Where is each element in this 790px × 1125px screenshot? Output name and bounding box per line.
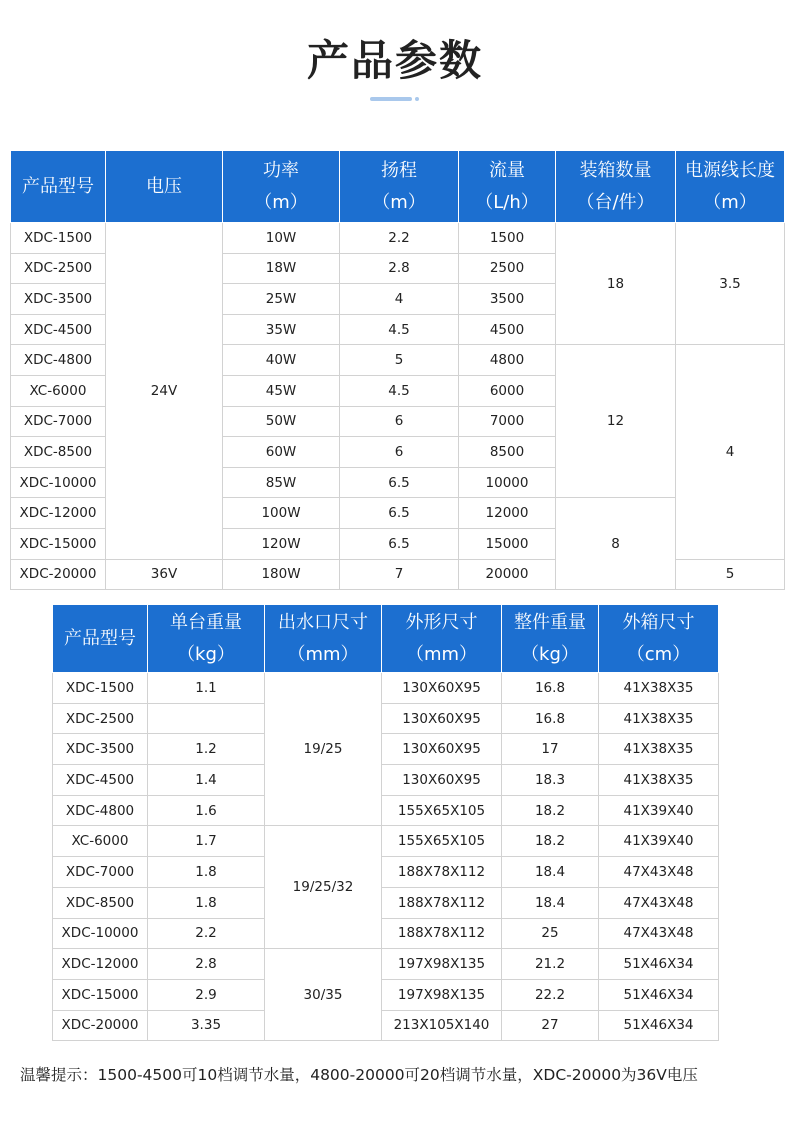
cell-flow: 8500	[459, 437, 556, 468]
cell-box-size: 47X43X48	[599, 887, 719, 918]
cell-power: 50W	[223, 406, 340, 437]
cell-unit-weight: 1.8	[148, 857, 265, 888]
cell-model: XDC-7000	[53, 857, 148, 888]
cell-model: XDC-15000	[53, 979, 148, 1010]
cell-model: XDC-20000	[11, 559, 106, 590]
cell-box-size: 47X43X48	[599, 857, 719, 888]
cell-box-size: 41X39X40	[599, 826, 719, 857]
header-box-size: 外箱尺寸 （cm）	[599, 605, 719, 673]
cell-unit-weight: 1.1	[148, 673, 265, 704]
table-row	[53, 826, 719, 857]
cell-cord-length: 5	[676, 559, 785, 590]
cell-unit-weight: 1.8	[148, 887, 265, 918]
cell-pack-weight: 18.4	[502, 857, 599, 888]
cell-flow: 6000	[459, 375, 556, 406]
cell-dimensions: 197X98X135	[382, 949, 502, 980]
cell-pack-weight: 21.2	[502, 949, 599, 980]
cell-pack-weight: 27	[502, 1010, 599, 1041]
cell-pack-qty: 8	[556, 498, 676, 590]
cell-unit-weight	[148, 703, 265, 734]
table-row	[53, 857, 719, 888]
cell-model: XDC-4800	[11, 345, 106, 376]
underline-bar	[370, 97, 412, 101]
cell-pack-qty: 12	[556, 345, 676, 498]
cell-outlet-size: 30/35	[265, 949, 382, 1041]
header-dimensions: 外形尺寸 （mm）	[382, 605, 502, 673]
cell-flow: 15000	[459, 528, 556, 559]
cell-unit-weight: 2.8	[148, 949, 265, 980]
header-cord-length: 电源线长度 （m）	[676, 151, 785, 223]
cell-pack-weight: 17	[502, 734, 599, 765]
cell-box-size: 41X38X35	[599, 734, 719, 765]
cell-dimensions: 188X78X112	[382, 857, 502, 888]
header-power: 功率 （m）	[223, 151, 340, 223]
table-row	[53, 979, 719, 1010]
cell-box-size: 47X43X48	[599, 918, 719, 949]
header-flow: 流量 （L/h）	[459, 151, 556, 223]
cell-cord-length: 4	[676, 345, 785, 559]
cell-pack-weight: 18.2	[502, 826, 599, 857]
cell-model: XDC-4500	[11, 314, 106, 345]
cell-dimensions: 197X98X135	[382, 979, 502, 1010]
header-pack-weight: 整件重量 （kg）	[502, 605, 599, 673]
cell-unit-weight: 2.2	[148, 918, 265, 949]
cell-model: XDC-2500	[53, 703, 148, 734]
cell-unit-weight: 2.9	[148, 979, 265, 1010]
cell-dimensions: 130X60X95	[382, 734, 502, 765]
cell-voltage: 24V	[106, 223, 223, 560]
cell-head: 6.5	[340, 467, 459, 498]
cell-pack-weight: 16.8	[502, 703, 599, 734]
cell-box-size: 51X46X34	[599, 979, 719, 1010]
underline-dot	[415, 97, 419, 101]
specs-table-2	[52, 604, 719, 1041]
cell-model: XDC-3500	[53, 734, 148, 765]
cell-unit-weight: 1.2	[148, 734, 265, 765]
tips-note: 温馨提示：1500-4500可10档调节水量，4800-20000可20档调节水量，XDC-20000为36V电压	[20, 1066, 698, 1084]
cell-flow: 20000	[459, 559, 556, 590]
cell-box-size: 41X38X35	[599, 765, 719, 796]
cell-flow: 2500	[459, 253, 556, 284]
cell-pack-weight: 22.2	[502, 979, 599, 1010]
table-row	[53, 1010, 719, 1041]
cell-box-size: 41X38X35	[599, 703, 719, 734]
cell-unit-weight: 1.6	[148, 795, 265, 826]
cell-dimensions: 130X60X95	[382, 673, 502, 704]
cell-model: XDC-15000	[11, 528, 106, 559]
cell-model: XDC-10000	[11, 467, 106, 498]
cell-pack-weight: 18.3	[502, 765, 599, 796]
cell-head: 6.5	[340, 528, 459, 559]
cell-dimensions: 188X78X112	[382, 887, 502, 918]
cell-head: 2.2	[340, 223, 459, 254]
cell-power: 60W	[223, 437, 340, 468]
cell-model: XDC-10000	[53, 918, 148, 949]
cell-box-size: 51X46X34	[599, 949, 719, 980]
cell-flow: 3500	[459, 284, 556, 315]
specs-table-1	[10, 150, 785, 590]
cell-power: 180W	[223, 559, 340, 590]
cell-box-size: 41X39X40	[599, 795, 719, 826]
cell-dimensions: 188X78X112	[382, 918, 502, 949]
cell-head: 6	[340, 406, 459, 437]
cell-dimensions: 213X105X140	[382, 1010, 502, 1041]
cell-unit-weight: 1.7	[148, 826, 265, 857]
table-row	[53, 918, 719, 949]
table-row	[53, 765, 719, 796]
cell-model: XDC-7000	[11, 406, 106, 437]
cell-model: XDC-2500	[11, 253, 106, 284]
cell-cord-length: 3.5	[676, 223, 785, 345]
header-model: 产品型号	[11, 151, 106, 223]
cell-power: 18W	[223, 253, 340, 284]
cell-box-size: 51X46X34	[599, 1010, 719, 1041]
cell-unit-weight: 1.4	[148, 765, 265, 796]
cell-model: XDC-8500	[11, 437, 106, 468]
cell-power: 85W	[223, 467, 340, 498]
cell-head: 4.5	[340, 375, 459, 406]
cell-model: XDC-1500	[11, 223, 106, 254]
cell-model: XDC-4500	[53, 765, 148, 796]
cell-pack-weight: 16.8	[502, 673, 599, 704]
cell-head: 2.8	[340, 253, 459, 284]
cell-head: 4	[340, 284, 459, 315]
cell-model: XC-6000	[53, 826, 148, 857]
cell-voltage: 36V	[106, 559, 223, 590]
cell-flow: 1500	[459, 223, 556, 254]
table-row	[53, 734, 719, 765]
header-model: 产品型号	[53, 605, 148, 673]
cell-model: XDC-8500	[53, 887, 148, 918]
cell-head: 5	[340, 345, 459, 376]
cell-model: XDC-20000	[53, 1010, 148, 1041]
cell-power: 25W	[223, 284, 340, 315]
cell-dimensions: 130X60X95	[382, 703, 502, 734]
cell-power: 10W	[223, 223, 340, 254]
cell-outlet-size: 19/25	[265, 673, 382, 826]
table-row	[53, 673, 719, 704]
cell-power: 40W	[223, 345, 340, 376]
cell-power: 45W	[223, 375, 340, 406]
cell-model: XDC-12000	[53, 949, 148, 980]
cell-head: 6.5	[340, 498, 459, 529]
table-row	[53, 887, 719, 918]
table-header-row	[53, 605, 719, 673]
cell-box-size: 41X38X35	[599, 673, 719, 704]
table-row	[53, 949, 719, 980]
cell-head: 4.5	[340, 314, 459, 345]
cell-head: 6	[340, 437, 459, 468]
cell-flow: 7000	[459, 406, 556, 437]
cell-model: XDC-3500	[11, 284, 106, 315]
cell-dimensions: 155X65X105	[382, 826, 502, 857]
cell-unit-weight: 3.35	[148, 1010, 265, 1041]
cell-pack-weight: 18.4	[502, 887, 599, 918]
cell-pack-qty: 18	[556, 223, 676, 345]
cell-flow: 12000	[459, 498, 556, 529]
header-outlet-size: 出水口尺寸 （mm）	[265, 605, 382, 673]
cell-model: XDC-1500	[53, 673, 148, 704]
table-row	[53, 703, 719, 734]
header-voltage: 电压	[106, 151, 223, 223]
cell-pack-weight: 25	[502, 918, 599, 949]
table-row	[53, 795, 719, 826]
cell-dimensions: 130X60X95	[382, 765, 502, 796]
cell-power: 100W	[223, 498, 340, 529]
cell-model: XC-6000	[11, 375, 106, 406]
table-row	[11, 223, 785, 254]
cell-model: XDC-4800	[53, 795, 148, 826]
cell-flow: 4500	[459, 314, 556, 345]
cell-flow: 4800	[459, 345, 556, 376]
cell-outlet-size: 19/25/32	[265, 826, 382, 949]
cell-power: 35W	[223, 314, 340, 345]
table-header-row	[11, 151, 785, 223]
header-pack-qty: 装箱数量 （台/件）	[556, 151, 676, 223]
cell-model: XDC-12000	[11, 498, 106, 529]
cell-pack-weight: 18.2	[502, 795, 599, 826]
cell-head: 7	[340, 559, 459, 590]
page-title: 产品参数	[306, 36, 483, 85]
cell-power: 120W	[223, 528, 340, 559]
cell-flow: 10000	[459, 467, 556, 498]
header-head: 扬程 （m）	[340, 151, 459, 223]
cell-dimensions: 155X65X105	[382, 795, 502, 826]
header-unit-weight: 单台重量 （kg）	[148, 605, 265, 673]
